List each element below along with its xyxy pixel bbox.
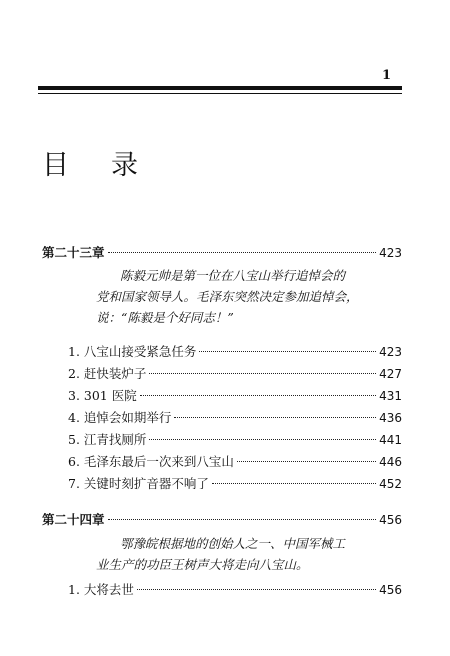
- dot-leader: [149, 373, 376, 374]
- toc-entry[interactable]: [0, 580, 450, 600]
- dot-leader: [137, 589, 376, 590]
- toc-title: [42, 143, 138, 182]
- entry-label: 7. 关键时刻扩音器不响了: [68, 476, 209, 491]
- summary-line: 业生产的功臣王树声大将走向八宝山。: [96, 557, 309, 572]
- dot-leader: [174, 417, 376, 418]
- entry-label: 1. 大将去世: [68, 582, 134, 597]
- entry-page: 427: [379, 367, 402, 381]
- dot-leader: [199, 351, 376, 352]
- toc-entry[interactable]: [0, 452, 450, 472]
- dot-leader: [140, 395, 376, 396]
- dot-leader: [108, 252, 377, 253]
- entry-label: 6. 毛泽东最后一次来到八宝山: [68, 454, 234, 469]
- entry-page: 446: [379, 455, 402, 469]
- summary-line: 陈毅元帅是第一位在八宝山举行追悼会的: [120, 268, 346, 283]
- entry-page: 431: [379, 389, 402, 403]
- toc-entry[interactable]: [0, 364, 450, 384]
- dot-leader: [149, 439, 376, 440]
- toc-entry[interactable]: [0, 408, 450, 428]
- toc-entry[interactable]: [0, 386, 450, 406]
- chapter-summary: [96, 533, 346, 575]
- chapter-page: 456: [379, 513, 402, 527]
- toc-entry[interactable]: [0, 474, 450, 494]
- toc-entry[interactable]: [0, 430, 450, 450]
- entry-page: 452: [379, 477, 402, 491]
- summary-line: 党和国家领导人。毛泽东突然决定参加追悼会，: [96, 289, 359, 304]
- entry-page: 436: [379, 411, 402, 425]
- toc-title-char-1: 目: [42, 150, 69, 181]
- chapter-page: 423: [379, 246, 402, 260]
- chapter-row[interactable]: [0, 510, 450, 530]
- chapter-heading: 第二十三章: [42, 245, 105, 260]
- dot-leader: [108, 519, 377, 520]
- summary-line: 说：“陈毅是个好同志！”: [96, 310, 234, 325]
- entry-page: 423: [379, 345, 402, 359]
- entry-label: 5. 江青找厕所: [68, 432, 147, 447]
- entry-page: 441: [379, 433, 402, 447]
- entry-page: 456: [379, 583, 402, 597]
- entry-label: 4. 追悼会如期举行: [68, 410, 172, 425]
- toc-title-char-2: 录: [111, 150, 138, 181]
- toc-entry[interactable]: [0, 342, 450, 362]
- chapter-row[interactable]: [0, 243, 450, 263]
- header-rule-thick: [38, 86, 402, 90]
- header-rule-thin: [38, 93, 402, 94]
- summary-line: 鄂豫皖根据地的创始人之一、中国军械工: [120, 536, 346, 551]
- entry-label: 3. 301 医院: [68, 388, 137, 403]
- entry-label: 2. 赶快装炉子: [68, 366, 147, 381]
- chapter-summary: [96, 265, 359, 328]
- dot-leader: [237, 461, 376, 462]
- chapter-heading: 第二十四章: [42, 512, 105, 527]
- entry-label: 1. 八宝山接受紧急任务: [68, 344, 197, 359]
- page-number: 1: [382, 68, 392, 83]
- dot-leader: [212, 483, 376, 484]
